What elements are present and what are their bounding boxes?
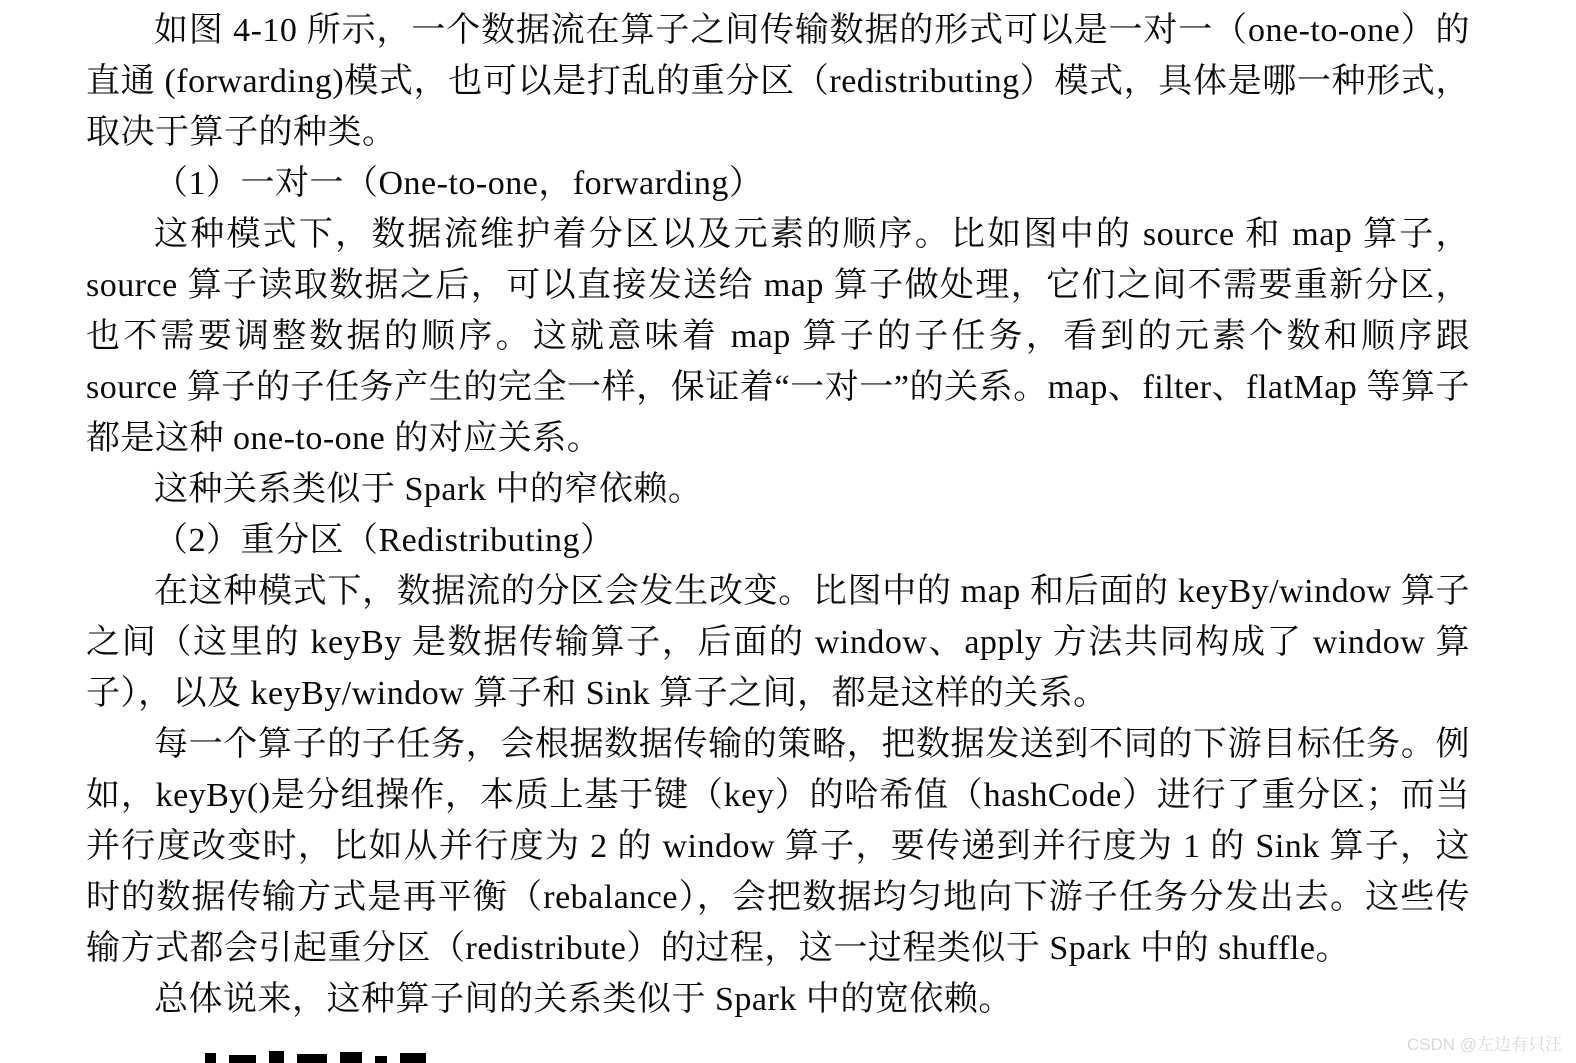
paragraph-narrow-dependency: 这种关系类似于 Spark 中的窄依赖。 bbox=[154, 471, 703, 508]
clipped-glyph-fragment bbox=[229, 1055, 256, 1063]
clipped-glyph-fragment bbox=[400, 1053, 426, 1063]
clipped-glyph-fragment bbox=[205, 1053, 216, 1063]
clipped-glyph-fragment bbox=[375, 1056, 387, 1063]
paragraph-wide-dependency: 总体说来，这种算子间的关系类似于 Spark 中的宽依赖。 bbox=[154, 981, 1013, 1018]
csdn-watermark: CSDN @左边有只汪 bbox=[1406, 1035, 1562, 1054]
clipped-glyph-fragment bbox=[269, 1051, 284, 1063]
list-item-heading-one-to-one: （1）一对一（One-to-one，forwarding） bbox=[154, 165, 764, 202]
clipped-next-section-heading bbox=[205, 1050, 426, 1063]
clipped-glyph-fragment bbox=[340, 1052, 362, 1063]
document-body bbox=[86, 5, 1470, 1025]
paragraph-redistributing-detail: 在这种模式下，数据流的分区会发生改变。比图中的 map 和后面的 keyBy/window 算子之间（这里的 keyBy 是数据传输算子，后面的 window、apply 方法共同构成了 window 算子），以及 keyBy/window 算子和 Sink 算子之间，都是这样的关系。 bbox=[86, 573, 1470, 712]
paragraph-one-to-one-detail: 这种模式下，数据流维护着分区以及元素的顺序。比如图中的 source 和 map 算子，source 算子读取数据之后，可以直接发送给 map 算子做处理，它们之间不需要重新分区，也不需要调整数据的顺序。这就意味着 map 算子的子任务，看到的元素个数和顺序跟 source 算子的子任务产生的完全一样，保证着“一对一”的关系。map、filter、flatMap 等算子都是这种 one-to-one 的对应关系。 bbox=[86, 216, 1470, 457]
paragraph-intro: 如图 4-10 所示，一个数据流在算子之间传输数据的形式可以是一对一（one-to-one）的直通 (forwarding)模式，也可以是打乱的重分区（redistributing）模式，具体是哪一种形式，取决于算子的种类。 bbox=[86, 12, 1470, 151]
paragraph-transfer-strategy: 每一个算子的子任务，会根据数据传输的策略，把数据发送到不同的下游目标任务。例如，keyBy()是分组操作，本质上基于键（key）的哈希值（hashCode）进行了重分区；而当并行度改变时，比如从并行度为 2 的 window 算子，要传递到并行度为 1 的 Sink 算子，这时的数据传输方式是再平衡（rebalance），会把数据均匀地向下游子任务分发出去。这些传输方式都会引起重分区（redistribute）的过程，这一过程类似于 Spark 中的 shuffle。 bbox=[86, 726, 1470, 967]
clipped-glyph-fragment bbox=[297, 1054, 327, 1063]
list-item-heading-redistributing: （2）重分区（Redistributing） bbox=[154, 522, 615, 559]
